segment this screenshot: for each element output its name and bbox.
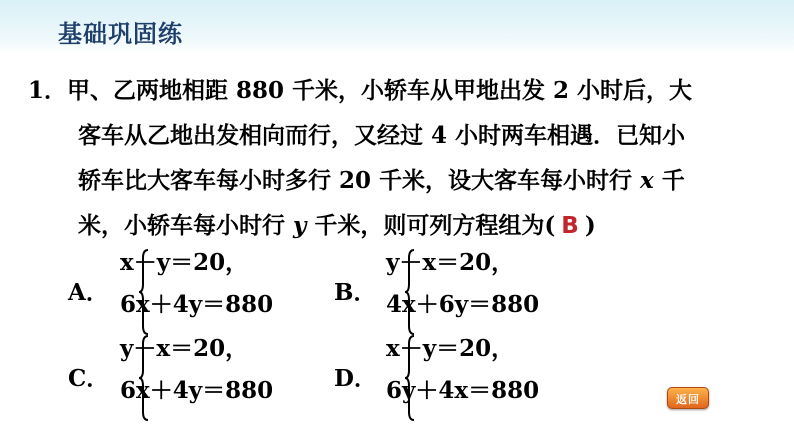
answer-text: B <box>561 213 579 239</box>
option-c-label: C． <box>68 365 110 392</box>
option-c-equation-2: 6x＋4y＝880 <box>120 377 274 404</box>
option-b-equation-2: 4x＋6y＝880 <box>386 291 540 318</box>
option-d-equation-1: x－y＝20， <box>386 335 515 362</box>
question-line-2: 客车从乙地出发相向而行，又经过 4 小时两车相遇．已知小 <box>78 122 686 149</box>
question-number: 1． <box>28 77 68 104</box>
question-line-1-text: 甲、乙两地相距 880 千米，小轿车从甲地出发 2 小时后，大 <box>67 77 693 104</box>
question-line-4 <box>28 203 768 249</box>
option-a-equation-1: x－y＝20， <box>120 249 249 276</box>
option-c-equation-1: y－x＝20， <box>120 335 249 362</box>
question-line-4-mid: 千米，则可列方程组为( <box>306 212 556 239</box>
question-line-3-end: 千 <box>653 167 685 194</box>
question-line-4-text: 米，小轿车每小时行 <box>78 212 294 239</box>
option-d-label: D． <box>334 365 377 392</box>
option-a-label: A． <box>68 279 109 306</box>
back-button[interactable] <box>667 387 709 409</box>
back-button-label: 返回 <box>676 393 700 406</box>
variable-x: x <box>640 167 654 194</box>
question-line-4-end: ) <box>584 212 596 239</box>
question-text <box>28 68 768 249</box>
question-line-3-text: 轿车比大客车每小时多行 20 千米，设大客车每小时行 <box>78 167 641 194</box>
question-line-1 <box>28 68 768 113</box>
section-title: 基础巩固练 <box>58 20 183 48</box>
header-banner <box>0 0 794 54</box>
option-b-label: B． <box>334 279 377 306</box>
variable-y: y <box>293 212 307 239</box>
option-a-equation-2: 6x＋4y＝880 <box>120 291 274 318</box>
question-line-3 <box>28 158 768 203</box>
option-b-equation-1: y－x＝20， <box>386 249 515 276</box>
option-d-equation-2: 6y＋4x＝880 <box>386 377 540 404</box>
